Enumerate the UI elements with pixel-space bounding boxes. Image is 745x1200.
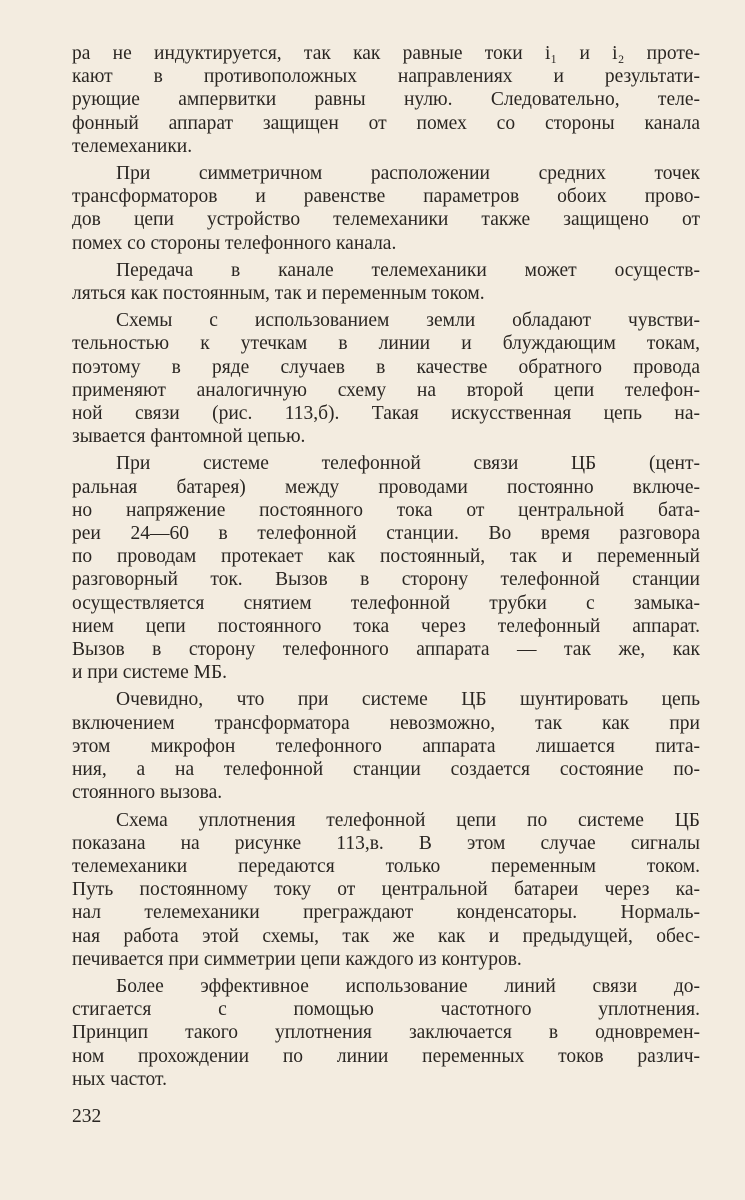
text-line: помех со стороны телефонного канала. [72,232,397,254]
text-line: Схемы с использованием земли обладают чувстви- [116,310,700,332]
text-line: ляться как постоянным, так и переменным током. [72,283,485,305]
text-line: При симметричном расположении средних точек [116,163,700,185]
text-line: телемеханики передаются только переменным током. [72,855,700,877]
text-line: этом микрофон телефонного аппарата лишается пита- [72,735,700,757]
text-line: по проводам протекает как постоянный, так и переменный [72,546,700,568]
body-text [72,42,700,1091]
text-line: ная работа этой схемы, так же как и предыдущей, обес- [72,925,700,947]
text-line: Схема уплотнения телефонной цепи по системе ЦБ [116,809,700,831]
text-line: реи 24—60 в телефонной станции. Во время разговора [72,523,700,545]
text-line: нал телемеханики преграждают конденсаторы. Нормаль- [72,902,700,924]
text-line: применяют аналогичную схему на второй цепи телефон- [72,379,700,401]
text-line: стигается с помощью частотного уплотнения. [72,999,700,1021]
text-line: кают в противоположных направлениях и результати- [72,66,700,88]
text-line: Очевидно, что при системе ЦБ шунтировать цепь [116,689,700,711]
paragraph [72,259,700,305]
text-line: но напряжение постоянного тока от центральной бата- [72,499,700,521]
paragraph [72,42,700,158]
text-line: ния, а на телефонной станции создается состояние по- [72,759,700,781]
text-line: разговорный ток. Вызов в сторону телефонной станции [72,569,700,591]
text-line: ра не индуктируется, так как равные токи i₁ и i₂ проте- [72,43,700,64]
text-line: ной связи (рис. 113,б). Такая искусственная цепь на- [72,403,700,425]
text-line: Передача в канале телемеханики может осуществ- [116,259,700,281]
text-line: Путь постоянному току от центральной батареи через ка- [72,879,700,901]
text-line: осуществляется снятием телефонной трубки с замыка- [72,592,700,614]
text-line: дов цепи устройство телемеханики также защищено от [72,209,700,231]
paragraph [72,975,700,1091]
text-line: стоянного вызова. [72,782,223,804]
text-line: зывается фантомной цепью. [72,426,306,448]
paragraph [72,162,700,255]
text-line: нием цепи постоянного тока через телефонный аппарат. [72,615,700,637]
paragraph [72,452,700,684]
paragraph [72,309,700,448]
text-line: телемеханики. [72,135,193,157]
page-number: 232 [72,1106,102,1127]
text-line: поэтому в ряде случаев в качестве обратного провода [72,356,700,378]
text-line: Более эффективное использование линий связи до- [116,975,700,997]
text-line: фонный аппарат защищен от помех со стороны канала [72,112,700,134]
text-line: и при системе МБ. [72,662,228,684]
text-line: показана на рисунке 113,в. В этом случае сигналы [72,832,700,854]
text-line: Принцип такого уплотнения заключается в одновремен- [72,1022,700,1044]
text-line: трансформаторов и равенстве параметров обоих прово- [72,186,700,208]
text-line: тельностью к утечкам в линии и блуждающим токам, [72,333,700,355]
text-line: ном прохождении по линии переменных токов различ- [72,1045,700,1067]
paragraph [72,809,700,971]
text-line: При системе телефонной связи ЦБ (цент- [116,453,700,475]
text-line: печивается при симметрии цепи каждого из контуров. [72,948,522,970]
text-line: ных частот. [72,1068,167,1090]
text-line: включением трансформатора невозможно, так как при [72,712,700,734]
paragraph [72,688,700,804]
text-line: Вызов в сторону телефонного аппарата — так же, как [72,639,700,661]
text-line: рующие ампервитки равны нулю. Следовательно, теле- [72,89,700,111]
text-line: ральная батарея) между проводами постоянно включе- [72,476,700,498]
